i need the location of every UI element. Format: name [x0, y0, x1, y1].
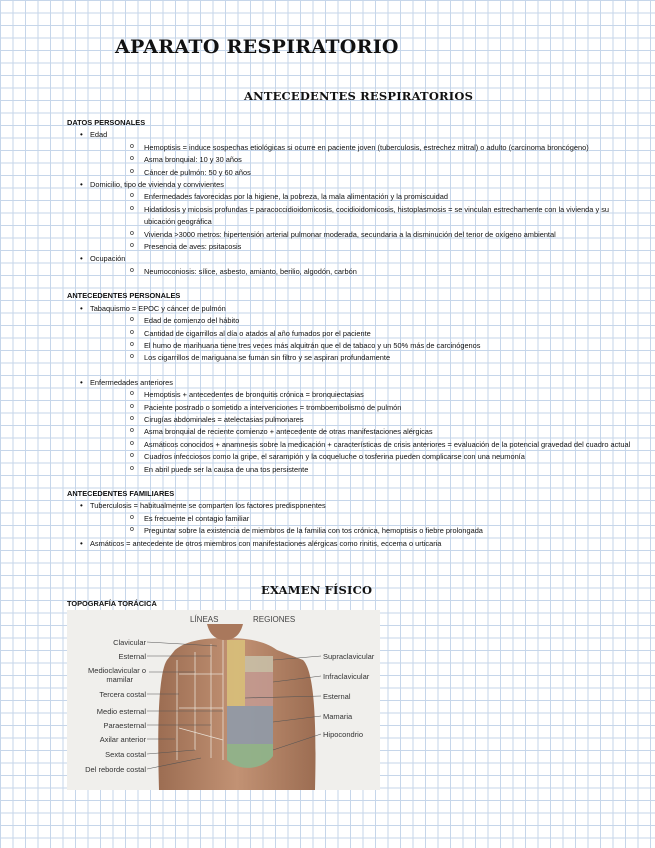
tabaquismo-sub-item: o El humo de marihuana tiene tres veces más alquitrán que el de tabaco y un 50% más de carcinógenos — [90, 340, 639, 352]
familiares-list — [67, 500, 639, 550]
enfermedades-sub-item: o Asmáticos conocidos + anamnesis sobre la medicación + características de crisis anteriores = evaluación de la potencial gravedad del cuadro actual — [90, 439, 639, 451]
edad-sub-item: o Asma bronquial: 10 y 30 años — [90, 154, 639, 166]
enfermedades-sub-item: o En abril puede ser la causa de una tos persistente — [90, 464, 639, 476]
edad-sub-item: o Hemoptisis = induce sospechas etiológicas si ocurre en paciente joven (tuberculosis, estrechez mitral) o adulto (carcinoma broncógeno) — [90, 142, 639, 154]
tabaquismo-sub-item: o Los cigarrillos de mariguana se fuman sin filtro y se aspiran profundamente — [90, 352, 639, 364]
label-reborde-costal: Del reborde costal — [85, 765, 146, 774]
label-supraclavicular: Supraclavicular — [323, 652, 375, 661]
tuberculosis-sub-item: o Preguntar sobre la existencia de miembros de la familia con tos crónica, hemoptisis o fiebre prolongada — [90, 525, 639, 537]
label-infraclavicular: Infraclavicular — [323, 672, 370, 681]
region-mamaria — [227, 706, 273, 744]
domicilio-sub-item: o Hidatidosis y micosis profundas = paracoccidioidomicosis, cocidioidomicosis, histoplasmosis = se vinculan estrechamente con la vivienda y su ubicación geográfica — [90, 204, 639, 229]
ocupacion-sub-item: o Neumoconiosis: sílice, asbesto, amianto, berilio, algodón, carbón — [90, 266, 639, 278]
section-title-examen: EXAMEN FÍSICO — [261, 583, 373, 597]
tabaquismo-sub-item: o Edad de comienzo del hábito — [90, 315, 639, 327]
domicilio-sub-item: o Enfermedades favorecidas por la higiene, la pobreza, la mala alimentación y la promiscuidad — [90, 191, 639, 203]
enfermedades-sub-item: o Cuadros infecciosos como la gripe, el sarampión y la coqueluche o tosferina pueden complicarse con una neumonía — [90, 451, 639, 463]
label-sexta-costal: Sexta costal — [105, 750, 146, 759]
personales-list — [67, 303, 639, 365]
region-supraclavicular — [245, 656, 273, 672]
enfermedades-sub-item: o Cirugías abdominales = atelectasias pulmonares — [90, 414, 639, 426]
neck-shape — [207, 624, 243, 640]
label-medio-esternal: Medio esternal — [96, 707, 146, 716]
ocupacion-item: • Ocupación o Neumoconiosis: sílice, asbesto, amianto, berilio, algodón, carbón — [67, 253, 639, 278]
domicilio-sub-item: o Vivienda >3000 metros: hipertensión arterial pulmonar moderada, secundaria a la disminución del tenor de oxígeno ambiental — [90, 229, 639, 241]
label-tercera-costal: Tercera costal — [99, 690, 146, 699]
tabaquismo-item: • Tabaquismo = EPOC y cáncer de pulmón o Edad de comienzo del hábito o Cantidad de cigarrillos al día o atados al año fumados por el paciente o El humo de marihuana tiene tres veces más alquitrán que el de tabaco y un 50% más de carcinógenos o Los cigarrillos de mariguana se fuman sin filtro y se aspiran profundamente — [67, 303, 639, 365]
antecedentes-content — [67, 117, 639, 550]
label-clavicular: Clavicular — [113, 638, 146, 647]
label-mamilar: mamilar — [106, 675, 133, 684]
figure-col-lineas: LÍNEAS — [190, 615, 219, 624]
label-axilar-anterior: Axilar anterior — [99, 735, 146, 744]
label-mamaria: Mamaria — [323, 712, 353, 721]
figure-col-regiones: REGIONES — [253, 615, 296, 624]
antecedentes-personales-header: ANTECEDENTES PERSONALES — [67, 291, 181, 301]
label-esternal-line: Esternal — [118, 652, 146, 661]
label-esternal-region: Esternal — [323, 692, 351, 701]
enfermedades-item: • Enfermedades anteriores o Hemoptisis + antecedentes de bronquitis crónica = bronquiectasias o Paciente postrado o sometido a intervenciones = tromboembolismo de pulmón o Cirugías abdominales = atelectasias pulmonares o Asma bronquial de reciente comienzo + antecedente de otras manifestaciones alérgicas o Asmáticos conocidos + anamnesis sobre la medicación + características de crisis anteriores = evaluación de la potencial gravedad del cuadro actual o Cuadros infecciosos como la gripe, el sarampión y la coqueluche o tosferina pueden complicarse con una neumonía o En abril puede ser la causa de una tos persistente — [67, 377, 639, 476]
asmaticos-item: • Asmáticos = antecedente de otros miembros con manifestaciones alérgicas como rinitis, eccema o urticaria — [67, 538, 639, 550]
antecedentes-familiares-header: ANTECEDENTES FAMILIARES — [67, 488, 175, 498]
region-esternal — [227, 640, 245, 706]
enfermedades-sub-item: o Hemoptisis + antecedentes de bronquitis crónica = bronquiectasias — [90, 389, 639, 401]
section-title-antecedentes: ANTECEDENTES RESPIRATORIOS — [244, 89, 474, 103]
tuberculosis-sub-item: o Es frecuente el contagio familiar — [90, 513, 639, 525]
label-paraesternal: Paraesternal — [103, 721, 146, 730]
region-infraclavicular — [245, 672, 273, 706]
topografia-header: TOPOGRAFÍA TORÁCICA — [67, 599, 157, 608]
datos-personales-header: DATOS PERSONALES — [67, 118, 146, 127]
domicilio-item: • Domicilio, tipo de vivienda y convivientes o Enfermedades favorecidas por la higiene, la pobreza, la mala alimentación y la promiscuidad o Hidatidosis y micosis profundas = paracoccidioidomicosis, cocidioidomicosis, histoplasmosis = se vinculan estrechamente con la vivienda y su ubicación geográfica o Vivienda >3000 metros: hipertensión arterial pulmonar moderada, secundaria a la disminución del tenor de oxígeno ambiental o Presencia de aves: psitacosis — [67, 179, 639, 253]
edad-item: • Edad o Hemoptisis = induce sospechas etiológicas si ocurre en paciente joven (tuberculosis, estrechez mitral) o adulto (carcinoma broncógeno) o Asma bronquial: 10 y 30 años o Cáncer de pulmón: 50 y 60 años — [67, 129, 639, 179]
tuberculosis-item: • Tuberculosis = habitualmente se comparten los factores predisponentes o Es frecuente el contagio familiar o Preguntar sobre la existencia de miembros de la familia con tos crónica, hemoptisis o fiebre prolongada — [67, 500, 639, 537]
tabaquismo-sub-item: o Cantidad de cigarrillos al día o atados al año fumados por el paciente — [90, 328, 639, 340]
page-title: APARATO RESPIRATORIO — [115, 36, 399, 58]
enfermedades-sub-item: o Paciente postrado o sometido a intervenciones = tromboembolismo de pulmón — [90, 402, 639, 414]
label-hipocondrio: Hipocondrio — [323, 730, 364, 739]
thorax-figure — [67, 610, 380, 790]
enfermedades-list — [67, 377, 639, 476]
edad-sub-item: o Cáncer de pulmón: 50 y 60 años — [90, 167, 639, 179]
datos-list — [67, 129, 639, 278]
label-medioclavicular: Medioclavicular o — [88, 666, 146, 675]
domicilio-sub-item: o Presencia de aves: psitacosis — [90, 241, 639, 253]
enfermedades-sub-item: o Asma bronquial de reciente comienzo + antecedente de otras manifestaciones alérgicas — [90, 426, 639, 438]
